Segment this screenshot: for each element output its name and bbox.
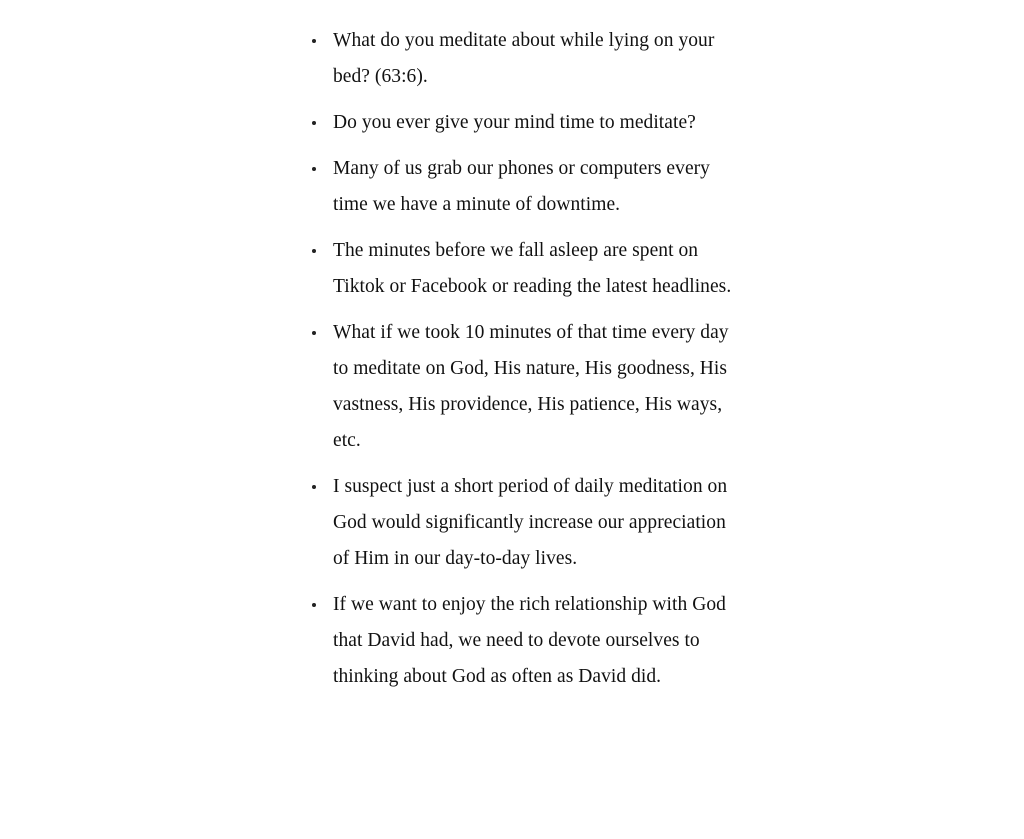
list-item	[308, 587, 738, 695]
bullet-icon	[312, 331, 316, 335]
bullet-icon	[312, 167, 316, 171]
list-item	[308, 233, 738, 305]
bullet-icon	[312, 485, 316, 489]
list-item-text: What if we took 10 minutes of that time every day to meditate on God, His nature, His goodness, His vastness, His providence, His patience, His ways, etc.	[333, 322, 729, 451]
list-item	[308, 23, 738, 95]
list-item-text: Do you ever give your mind time to meditate?	[333, 112, 696, 133]
list-item	[308, 315, 738, 459]
list-item	[308, 469, 738, 577]
bullet-icon	[312, 249, 316, 253]
list-item-text: What do you meditate about while lying on your bed? (63:6).	[333, 30, 715, 87]
list-item	[308, 105, 738, 141]
list-item-text: I suspect just a short period of daily meditation on God would significantly increase our appreciation of Him in our day-to-day lives.	[333, 476, 728, 569]
list-item-text: The minutes before we fall asleep are spent on Tiktok or Facebook or reading the latest headlines.	[333, 240, 732, 297]
bullet-icon	[312, 603, 316, 607]
document-body	[308, 23, 738, 705]
bullet-icon	[312, 121, 316, 125]
list-item-text: If we want to enjoy the rich relationship with God that David had, we need to devote ourselves to thinking about God as often as David did.	[333, 594, 726, 687]
list-item-text: Many of us grab our phones or computers every time we have a minute of downtime.	[333, 158, 710, 215]
list-item	[308, 151, 738, 223]
bullet-icon	[312, 39, 316, 43]
bullet-list	[308, 23, 738, 695]
